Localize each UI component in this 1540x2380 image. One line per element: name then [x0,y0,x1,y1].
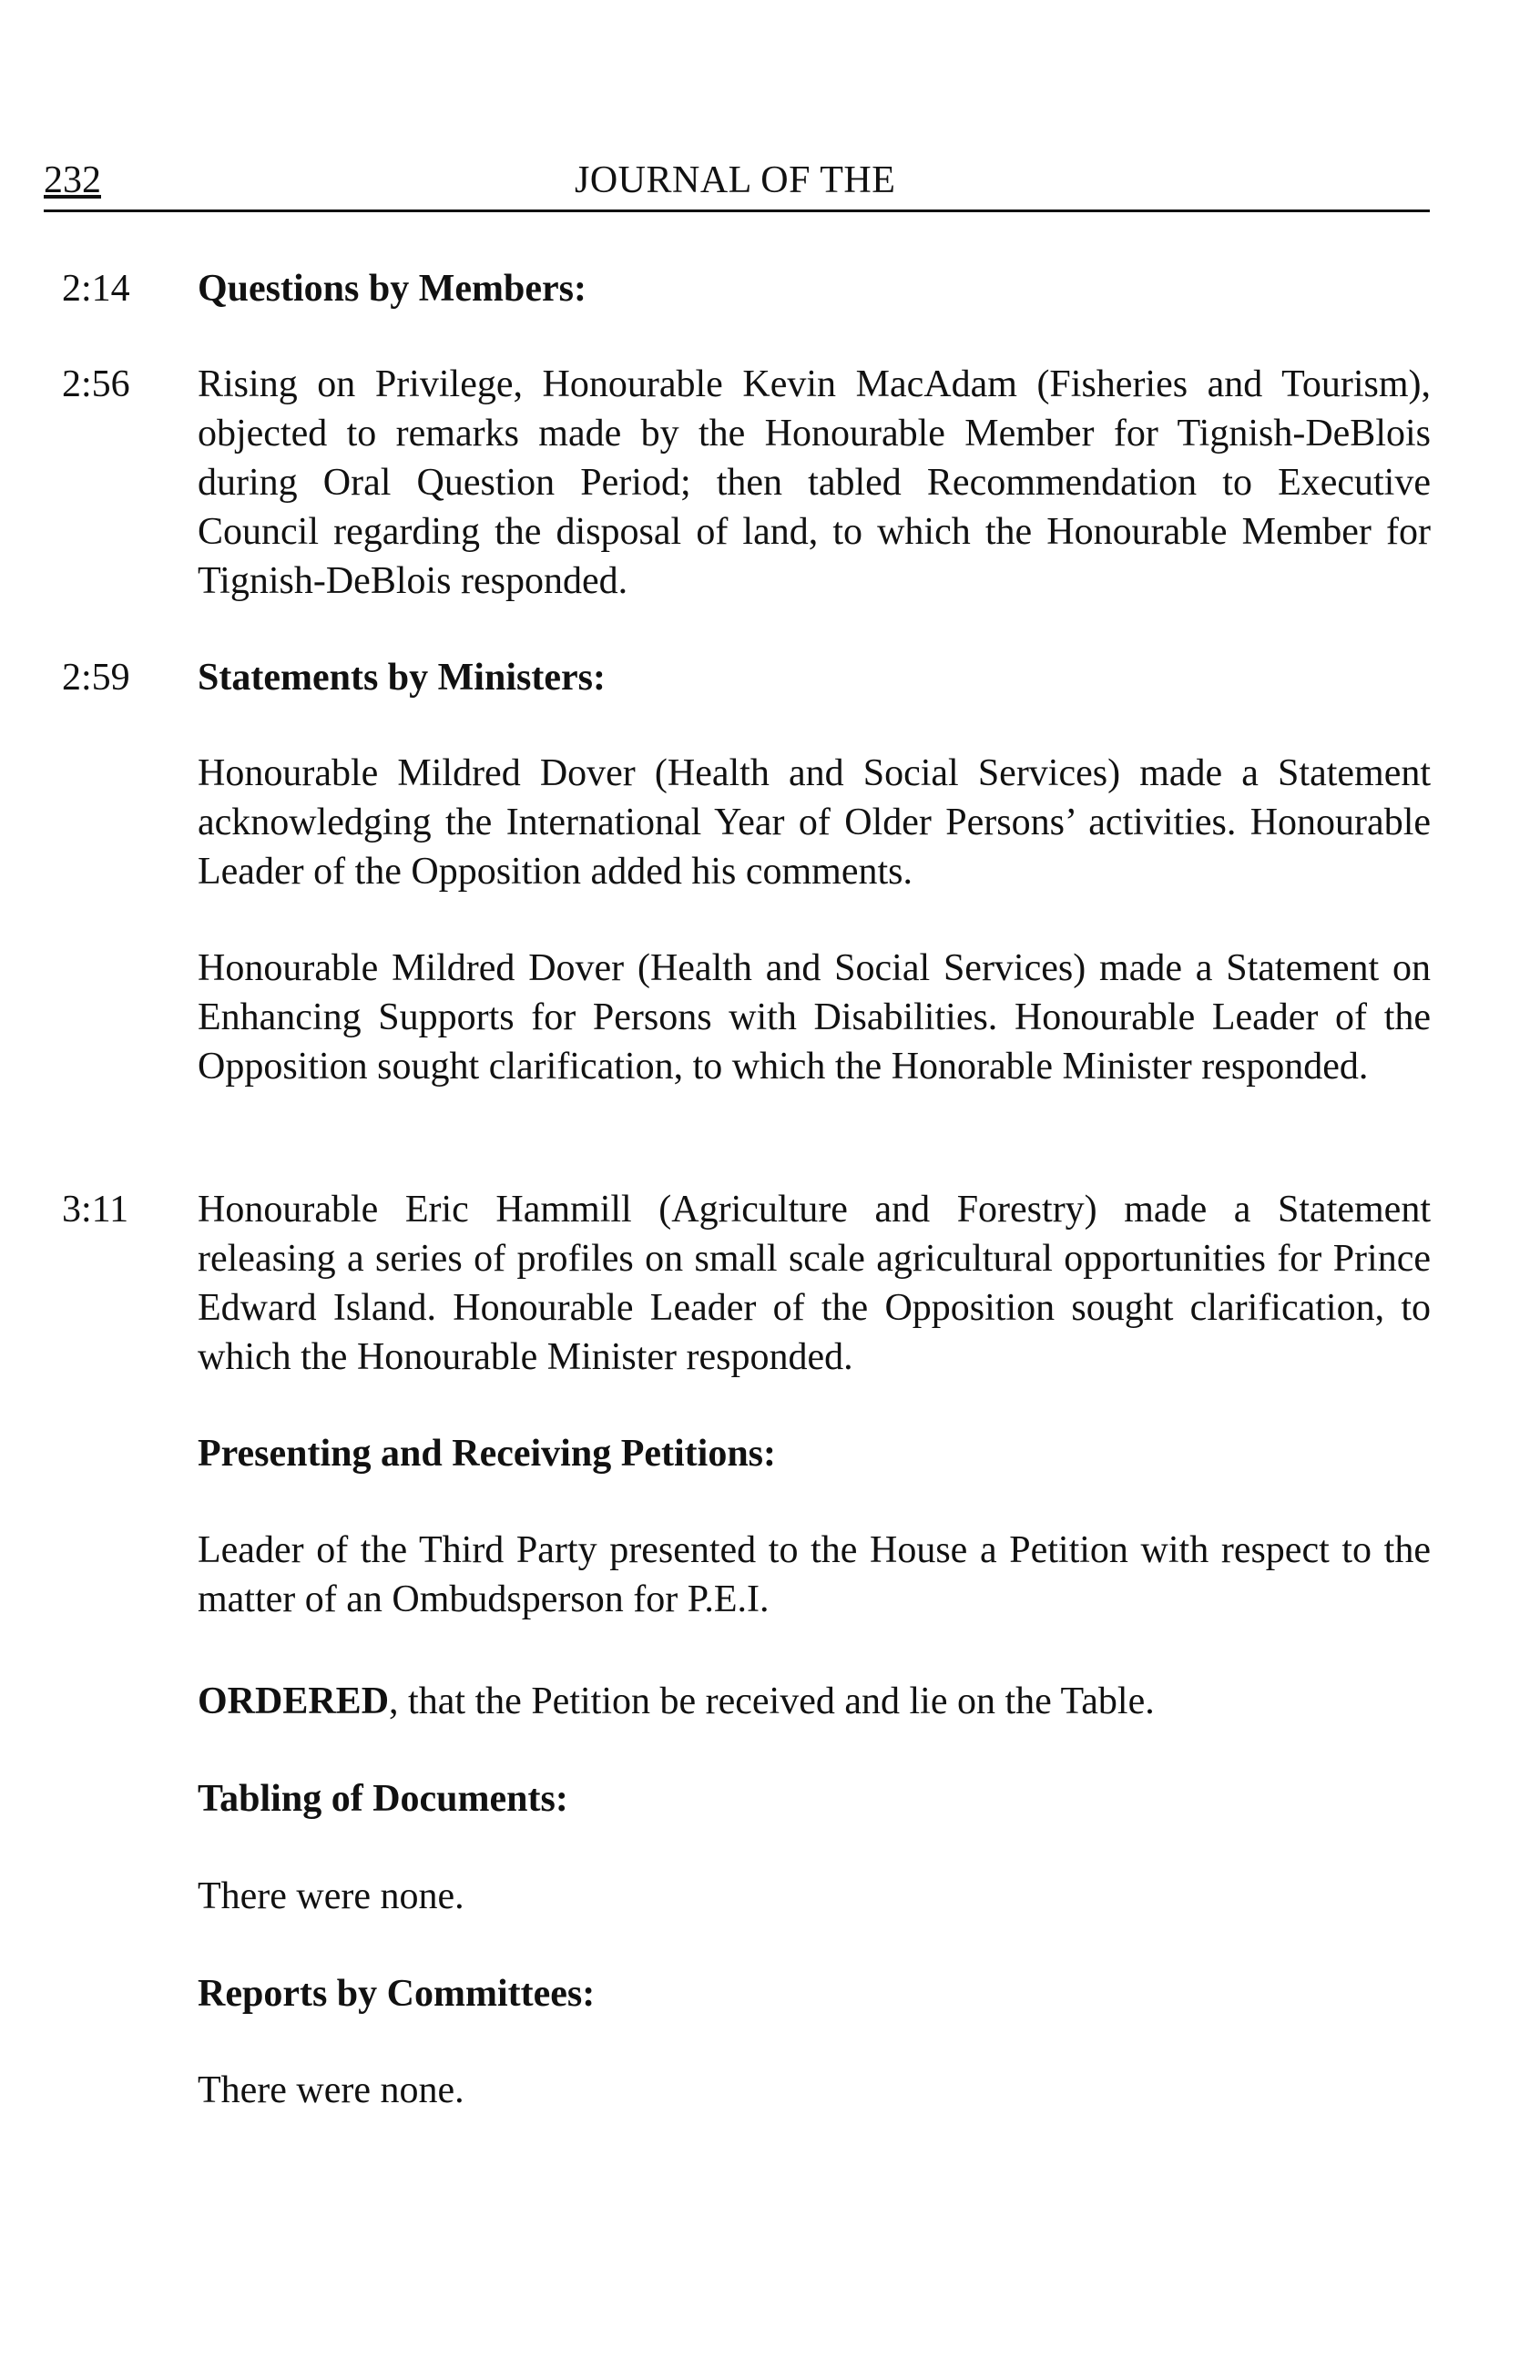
page-number: 232 [44,159,101,201]
entry-paragraph: Honourable Mildred Dover (Health and Social Services) made a Statement acknowledging the International Year of Older Persons’ activities. Honourable Leader of the Opposition added his comments. [198,752,1431,893]
ordered-label: ORDERED [198,1680,390,1722]
page-header [44,155,1430,212]
ordered-text: , that the Petition be received and lie on the Table. [389,1680,1155,1722]
entry-paragraph: There were none. [198,2069,464,2111]
entry-paragraph [198,1677,1431,1726]
section-heading: Presenting and Receiving Petitions: [198,1433,777,1475]
entry-time: 3:11 [62,1189,129,1231]
section-heading: Tabling of Documents: [198,1778,568,1820]
entry-paragraph: There were none. [198,1875,464,1917]
entry-paragraph: Rising on Privilege, Honourable Kevin MacAdam (Fisheries and Tourism), objected to remarks made by the Honourable Member for Tignish-DeBlois during Oral Question Period; then tabled Recommendation to Executive Council regarding the disposal of land, to which the Honourable Member for Tignish-DeBlois responded. [198,363,1431,602]
entry-paragraph: Honourable Eric Hammill (Agriculture and Forestry) made a Statement releasing a series of profiles on small scale agricultural opportunities for Prince Edward Island. Honourable Leader of the Opposition sought clarification, to which the Honourable Minister responded. [198,1189,1431,1378]
section-heading: Statements by Ministers: [198,657,606,699]
entry-time: 2:14 [62,268,130,310]
entry-time: 2:59 [62,657,130,699]
entry-time: 2:56 [62,363,130,405]
section-heading: Questions by Members: [198,268,586,310]
entry-paragraph: Leader of the Third Party presented to the House a Petition with respect to the matter of an Ombudsperson for P.E.I. [198,1529,1431,1620]
section-heading: Reports by Committees: [198,1973,596,2015]
running-head: JOURNAL OF THE [575,159,896,201]
entry-paragraph: Honourable Mildred Dover (Health and Social Services) made a Statement on Enhancing Supports for Persons with Disabilities. Honourable Leader of the Opposition sought clarification, to which the Honorable Minister responded. [198,947,1431,1088]
